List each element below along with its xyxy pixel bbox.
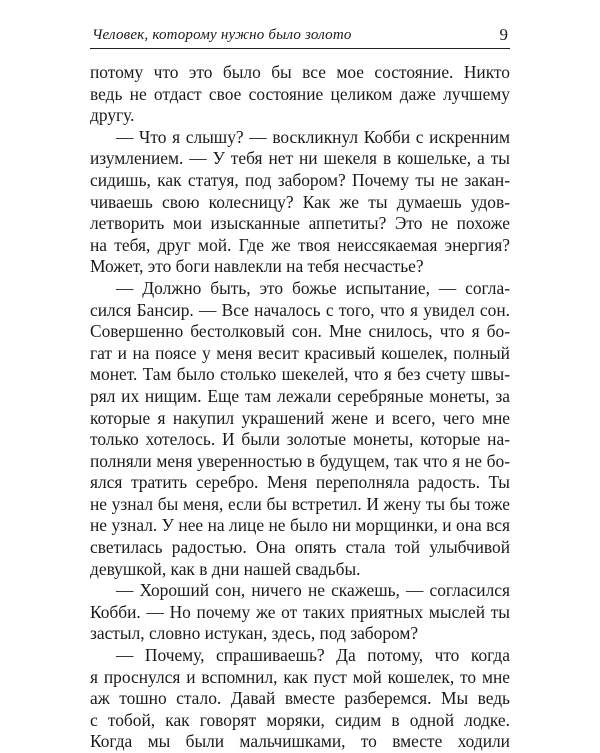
text-line: другу.: [90, 105, 135, 126]
text-line: монет. Там было столько шекелей, что я без счету швы-: [90, 364, 510, 385]
text-line: на тебя, друг мой. Где же твоя неиссякаемая энергия?: [90, 234, 510, 255]
text-line: аж тошно стало. Давай вместе разберемся. Мы ведь: [90, 688, 510, 709]
text-line: Кобби. — Но почему же от таких приятных мыслей ты: [90, 601, 510, 622]
text-line: Когда мы были мальчишками, то вместе ходили: [90, 731, 510, 752]
text-line: сидишь, как статуя, под забором? Почему ты не закан-: [90, 169, 510, 190]
running-header: [90, 22, 510, 49]
text-line: светилась радостью. Она опять стала той улыбчивой: [90, 537, 510, 558]
page-number: 9: [499, 25, 508, 44]
text-line: изумлением. — У тебя нет ни шекеля в кошельке, а ты: [90, 148, 510, 169]
text-line: — Хороший сон, ничего не скажешь, — согласился: [116, 580, 510, 601]
text-line: гат и на поясе у меня весит красивый кошелек, полный: [90, 342, 510, 363]
text-line: не узнал бы меня, если бы встретил. И жену ты бы тоже: [90, 493, 510, 514]
text-line: — Что я слышу? — воскликнул Кобби с искренним: [116, 126, 510, 147]
text-line: потому что это было бы все мое состояние. Никто: [90, 62, 510, 82]
text-line: ялся тратить серебро. Меня переполняла радость. Ты: [90, 472, 510, 493]
body-text: [90, 62, 510, 753]
text-line: полняли меня уверенностью в будущем, так что я не бо-: [90, 450, 510, 471]
text-line: ведь не отдаст свое состояние целиком даже лучшему: [90, 83, 510, 104]
text-line: чиваешь свою колесницу? Как же ты думаешь удов-: [90, 191, 510, 212]
text-line: не узнал. У нее на лице не было ни морщинки, и она вся: [90, 515, 510, 536]
running-title: Человек, которому нужно было золото: [92, 27, 352, 43]
text-line: девушкой, как в дни нашей свадьбы.: [90, 558, 361, 579]
text-line: — Должно быть, это божье испытание, — согла-: [116, 277, 510, 298]
text-line: застыл, словно истукан, здесь, под забором?: [90, 623, 419, 644]
text-line: я проснулся и вспомнил, как пуст мой кошелек, то мне: [90, 666, 510, 687]
text-line: сился Бансир. — Все началось с того, что я увидел сон.: [90, 299, 510, 320]
text-line: только хотелось. И были золотые монеты, которые на-: [90, 429, 510, 450]
text-line: Совершенно бестолковый сон. Мне снилось, что я бо-: [90, 321, 510, 342]
text-line: — Почему, спрашиваешь? Да потому, что когда: [116, 645, 510, 666]
text-line: с тобой, как говорят моряки, сидим в одной лодке.: [90, 709, 510, 730]
text-line: которые я накупил украшений жене и всего, чего мне: [90, 407, 510, 428]
text-line: Может, это боги навлекли на тебя несчастье?: [90, 256, 424, 277]
text-line: рял их нищим. Еще там лежали серебряные монеты, за: [90, 385, 510, 406]
text-line: летворить мои изысканные аппетиты? Это не похоже: [90, 213, 510, 234]
